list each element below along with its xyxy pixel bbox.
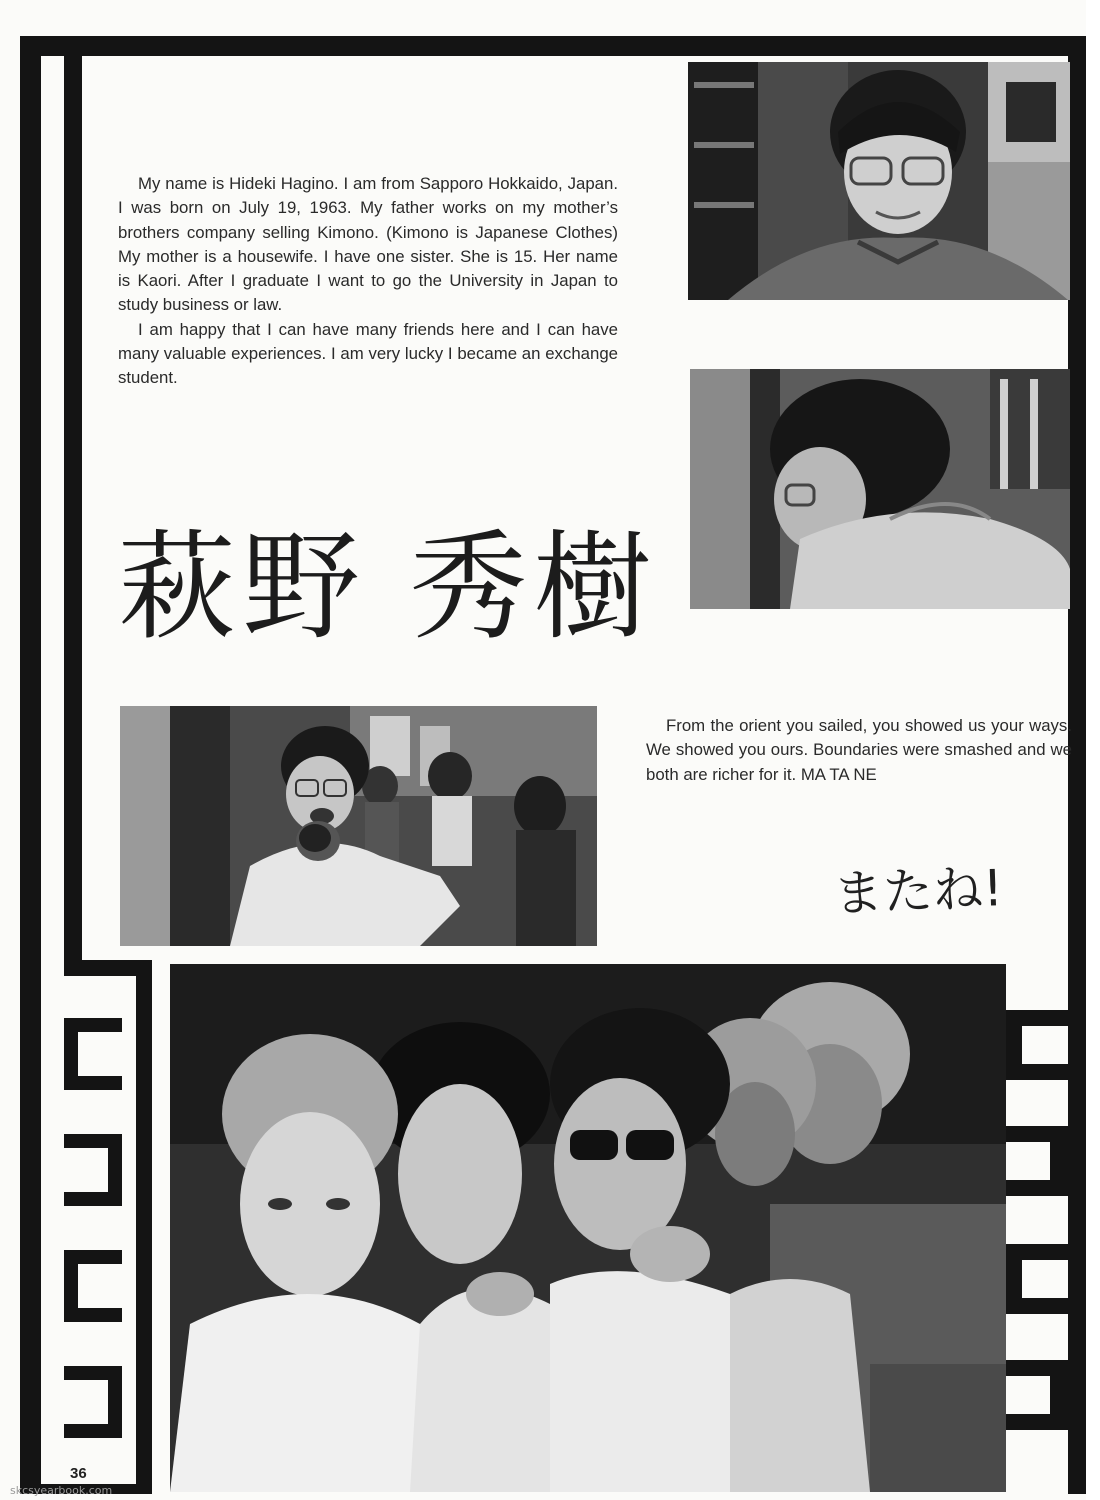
sheet-edge [1086,0,1100,1500]
border-top-bar [20,36,1086,56]
border-right-notch [1006,1064,1068,1080]
border-left-notch [64,1192,122,1206]
bio-paragraph: My name is Hideki Hagino. I am from Sapporo Hokkaido, Japan. I was born on July 19, 1963. My father works on my mother’s brothers company selling Kimono. (Kimono is Japanese Clothes) My mother is a housewife. I have one sister. She is 15. Her name is Kaori. After I graduate I want to go the University in Japan to study business or law. [118,174,618,315]
matane-handwritten: またね! [832,859,1005,923]
border-left-notch [64,1076,122,1090]
portrait-photo [688,62,1070,300]
border-right-notch [1006,1180,1068,1196]
border-right-notch [1006,1414,1068,1430]
bio-text [118,172,618,391]
border-left-outer-bar [20,36,41,1484]
border-left-notch [64,1308,122,1322]
border-left-step-vertical [136,960,152,1490]
kanji-name: 萩野 秀樹 [118,518,658,656]
tribute-paragraph: From the orient you sailed, you showed us your ways. We showed you ours. Boundaries were smashed and we both are richer for it. MA TA NE [646,716,1072,784]
tribute-text [646,714,1072,787]
ping-pong-photo [120,706,597,946]
profile-photo [690,369,1070,609]
page-number: 36 [70,1465,87,1482]
group-photo [170,964,1006,1492]
watermark-text: skcsyearbook.com [10,1484,113,1497]
bio-paragraph: I am happy that I can have many friends here and I can have many valuable experiences. I am very lucky I became an exchange student. [118,319,618,388]
border-left-inner-bar [64,56,82,496]
border-right-notch [1006,1298,1068,1314]
border-left-notch [64,1424,122,1438]
border-left-inner-bar-2 [64,496,82,960]
